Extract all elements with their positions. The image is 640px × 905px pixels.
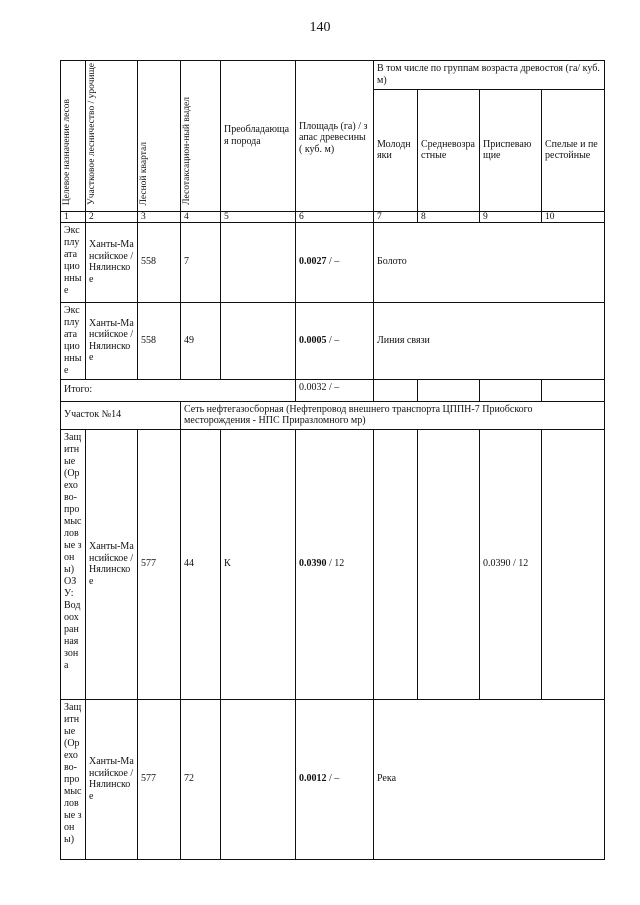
header-quarter: Лесной квартал xyxy=(138,61,181,212)
header-ripening: Приспевающие xyxy=(480,90,542,212)
plot-header-row xyxy=(61,401,605,429)
table-row xyxy=(61,222,605,302)
cell-purpose: Защитные (Орехово-промысловые зоны) xyxy=(61,699,86,859)
forest-table xyxy=(60,60,605,860)
cell-forestry: Ханты-Мансийское / Нялинское xyxy=(86,699,138,859)
col-num-7: 7 xyxy=(374,211,418,222)
table-row xyxy=(61,302,605,379)
col-num-2: 2 xyxy=(86,211,138,222)
cell-species xyxy=(221,302,296,379)
cell-forestry: Ханты-Мансийское / Нялинское xyxy=(86,222,138,302)
col-num-8: 8 xyxy=(418,211,480,222)
cell-section: 72 xyxy=(181,699,221,859)
cell-note: Болото xyxy=(374,222,605,302)
header-age-groups: В том числе по группам возраста древостоя (га/ куб. м) xyxy=(374,61,605,90)
header-species: Преобладающая порода xyxy=(221,61,296,212)
cell-area: 0.0012 / – xyxy=(296,699,374,859)
cell-species xyxy=(221,222,296,302)
cell-quarter: 577 xyxy=(138,699,181,859)
header-forestry: Участковое лесничество / урочище xyxy=(86,61,138,212)
column-number-row xyxy=(61,211,605,222)
cell-purpose: Эксплуатационные xyxy=(61,222,86,302)
header-mature: Спелые и перестойные xyxy=(542,90,605,212)
table-row xyxy=(61,699,605,859)
cell-area: 0.0027 / – xyxy=(296,222,374,302)
cell-area: 0.0005 / – xyxy=(296,302,374,379)
cell-forestry: Ханты-Мансийское / Нялинское xyxy=(86,429,138,699)
cell-note: Линия связи xyxy=(374,302,605,379)
cell-quarter: 577 xyxy=(138,429,181,699)
cell-note: Река xyxy=(374,699,605,859)
cell-forestry: Ханты-Мансийское / Нялинское xyxy=(86,302,138,379)
cell-ripening: 0.0390 / 12 xyxy=(480,429,542,699)
header-section: Лесотаксацион-ный выдел xyxy=(181,61,221,212)
col-num-9: 9 xyxy=(480,211,542,222)
cell-species xyxy=(221,699,296,859)
header-area: Площадь (га) / запас древесины ( куб. м) xyxy=(296,61,374,212)
col-num-5: 5 xyxy=(221,211,296,222)
total-label: Итого: xyxy=(61,379,296,401)
cell-species: К xyxy=(221,429,296,699)
cell-purpose: Защитные (Орехово-промысловые зоны) ОЗУ: Водоохранная зона xyxy=(61,429,86,699)
col-num-1: 1 xyxy=(61,211,86,222)
cell-section: 44 xyxy=(181,429,221,699)
header-row xyxy=(61,61,605,90)
plot-label: Участок №14 xyxy=(61,401,181,429)
cell-section: 7 xyxy=(181,222,221,302)
col-num-6: 6 xyxy=(296,211,374,222)
total-area: 0.0032 / – xyxy=(296,379,374,401)
col-num-3: 3 xyxy=(138,211,181,222)
col-num-4: 4 xyxy=(181,211,221,222)
page-number: 140 xyxy=(309,20,331,35)
table-row xyxy=(61,429,605,699)
col-num-10: 10 xyxy=(542,211,605,222)
cell-quarter: 558 xyxy=(138,222,181,302)
cell-section: 49 xyxy=(181,302,221,379)
header-purpose: Целевое назначение лесов xyxy=(61,61,86,212)
cell-quarter: 558 xyxy=(138,302,181,379)
header-middle: Средневозрастные xyxy=(418,90,480,212)
plot-description: Сеть нефтегазосборная (Нефтепровод внешнего транспорта ЦППН-7 Приобского месторождения - НПС Приразломного мр) xyxy=(181,401,605,429)
cell-purpose: Эксплуатационные xyxy=(61,302,86,379)
total-row xyxy=(61,379,605,401)
cell-area: 0.0390 / 12 xyxy=(296,429,374,699)
header-young: Молодняки xyxy=(374,90,418,212)
